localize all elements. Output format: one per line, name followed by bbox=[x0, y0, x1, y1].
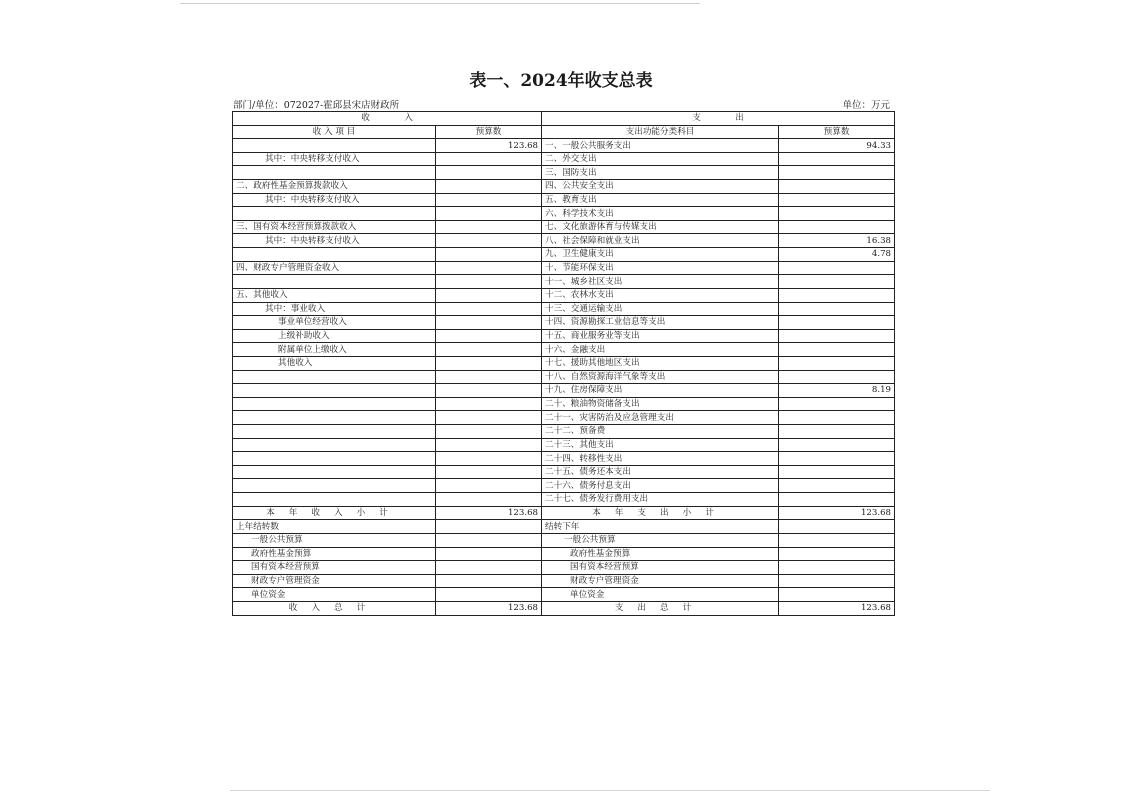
income-item: 附属单位上缴收入 bbox=[233, 343, 436, 357]
table-row bbox=[233, 452, 895, 466]
income-value bbox=[436, 275, 542, 289]
income-value bbox=[436, 397, 542, 411]
income-value bbox=[436, 152, 542, 166]
table-row bbox=[233, 438, 895, 452]
carry-row bbox=[233, 533, 895, 547]
expense-value: 16.38 bbox=[779, 234, 895, 248]
income-item bbox=[233, 411, 436, 425]
income-item: 二、政府性基金预算拨款收入 bbox=[233, 180, 436, 194]
expense-value: 4.78 bbox=[779, 248, 895, 262]
income-value bbox=[436, 316, 542, 330]
income-total-value: 123.68 bbox=[436, 601, 542, 615]
table-row bbox=[233, 193, 895, 207]
carry-out-item: 单位资金 bbox=[542, 588, 779, 602]
income-subtotal-value: 123.68 bbox=[436, 506, 542, 520]
income-value bbox=[436, 261, 542, 275]
expense-value bbox=[779, 261, 895, 275]
expense-total-label: 支出总计 bbox=[542, 601, 779, 615]
carry-in-item: 政府性基金预算 bbox=[233, 547, 436, 561]
income-item bbox=[233, 479, 436, 493]
expense-value bbox=[779, 288, 895, 302]
table-row bbox=[233, 411, 895, 425]
expense-subtotal-label: 本年支出小计 bbox=[542, 506, 779, 520]
income-item: 其中：中央转移支付收入 bbox=[233, 193, 436, 207]
expense-item: 七、文化旅游体育与传媒支出 bbox=[542, 220, 779, 234]
table-row bbox=[233, 397, 895, 411]
expense-item: 十四、资源勘探工业信息等支出 bbox=[542, 316, 779, 330]
income-item: 四、财政专户管理资金收入 bbox=[233, 261, 436, 275]
expense-subtotal-value: 123.68 bbox=[779, 506, 895, 520]
unit-label: 单位：万元 bbox=[842, 100, 890, 111]
expense-value bbox=[779, 411, 895, 425]
income-item: 上级补助收入 bbox=[233, 329, 436, 343]
income-value bbox=[436, 493, 542, 507]
income-item bbox=[233, 166, 436, 180]
department-label: 部门/单位：072027-霍邱县宋店财政所 bbox=[233, 100, 400, 111]
income-value bbox=[436, 384, 542, 398]
expense-section-header: 支 出 bbox=[542, 112, 895, 126]
table-row bbox=[233, 220, 895, 234]
income-value bbox=[436, 370, 542, 384]
expense-item: 十三、交通运输支出 bbox=[542, 302, 779, 316]
expense-value bbox=[779, 220, 895, 234]
subtotal-row bbox=[233, 506, 895, 520]
expense-value bbox=[779, 356, 895, 370]
table-row bbox=[233, 425, 895, 439]
income-value bbox=[436, 302, 542, 316]
income-value bbox=[436, 452, 542, 466]
expense-item: 十七、援助其他地区支出 bbox=[542, 356, 779, 370]
table-row bbox=[233, 166, 895, 180]
income-value bbox=[436, 288, 542, 302]
page-title: 表一、2024年收支总表 bbox=[469, 71, 653, 91]
expense-item: 三、国防支出 bbox=[542, 166, 779, 180]
carry-in-item: 财政专户管理资金 bbox=[233, 574, 436, 588]
income-item bbox=[233, 248, 436, 262]
expense-item: 十五、商业服务业等支出 bbox=[542, 329, 779, 343]
expense-item: 十一、城乡社区支出 bbox=[542, 275, 779, 289]
expense-item: 十、节能环保支出 bbox=[542, 261, 779, 275]
income-item bbox=[233, 370, 436, 384]
expense-value bbox=[779, 193, 895, 207]
expense-item: 十八、自然资源海洋气象等支出 bbox=[542, 370, 779, 384]
expense-item: 二十二、预备费 bbox=[542, 425, 779, 439]
expense-item: 一、一般公共服务支出 bbox=[542, 139, 779, 153]
income-budget-header: 预算数 bbox=[436, 125, 542, 139]
income-total-label: 收入总计 bbox=[233, 601, 436, 615]
carry-row bbox=[233, 561, 895, 575]
table-row bbox=[233, 343, 895, 357]
expense-budget-header: 预算数 bbox=[779, 125, 895, 139]
income-value bbox=[436, 479, 542, 493]
income-value bbox=[436, 356, 542, 370]
expense-item: 二十七、债务发行费用支出 bbox=[542, 493, 779, 507]
income-value bbox=[436, 343, 542, 357]
income-item bbox=[233, 384, 436, 398]
income-item bbox=[233, 438, 436, 452]
income-item bbox=[233, 139, 436, 153]
income-item: 五、其他收入 bbox=[233, 288, 436, 302]
expense-item: 二十五、债务还本支出 bbox=[542, 465, 779, 479]
income-item bbox=[233, 452, 436, 466]
income-value bbox=[436, 166, 542, 180]
table-row bbox=[233, 384, 895, 398]
expense-value bbox=[779, 452, 895, 466]
table-row bbox=[233, 248, 895, 262]
expense-item: 二十一、灾害防治及应急管理支出 bbox=[542, 411, 779, 425]
expense-value bbox=[779, 166, 895, 180]
expense-value: 94.33 bbox=[779, 139, 895, 153]
income-item bbox=[233, 207, 436, 221]
budget-summary-table bbox=[232, 111, 895, 616]
table-row bbox=[233, 356, 895, 370]
expense-item-header: 支出功能分类科目 bbox=[542, 125, 779, 139]
carry-row bbox=[233, 574, 895, 588]
carry-out-label: 结转下年 bbox=[542, 520, 779, 534]
income-item: 其中：事业收入 bbox=[233, 302, 436, 316]
income-item: 其中：中央转移支付收入 bbox=[233, 152, 436, 166]
carry-out-item: 财政专户管理资金 bbox=[542, 574, 779, 588]
expense-value bbox=[779, 302, 895, 316]
expense-item: 六、科学技术支出 bbox=[542, 207, 779, 221]
income-item bbox=[233, 465, 436, 479]
income-item: 其他收入 bbox=[233, 356, 436, 370]
carry-row bbox=[233, 547, 895, 561]
table-row bbox=[233, 207, 895, 221]
income-value bbox=[436, 248, 542, 262]
income-item: 事业单位经营收入 bbox=[233, 316, 436, 330]
expense-value bbox=[779, 316, 895, 330]
expense-value bbox=[779, 479, 895, 493]
expense-value bbox=[779, 438, 895, 452]
expense-value bbox=[779, 370, 895, 384]
expense-item: 二十三、其他支出 bbox=[542, 438, 779, 452]
expense-value bbox=[779, 343, 895, 357]
expense-value: 8.19 bbox=[779, 384, 895, 398]
income-value bbox=[436, 234, 542, 248]
income-value bbox=[436, 207, 542, 221]
income-value bbox=[436, 193, 542, 207]
carry-out-item: 一般公共预算 bbox=[542, 533, 779, 547]
income-value: 123.68 bbox=[436, 139, 542, 153]
expense-value bbox=[779, 425, 895, 439]
expense-item: 八、社会保障和就业支出 bbox=[542, 234, 779, 248]
total-row bbox=[233, 601, 895, 615]
expense-total-value: 123.68 bbox=[779, 601, 895, 615]
scan-edge-bottom bbox=[230, 790, 990, 791]
expense-item: 二十六、债务付息支出 bbox=[542, 479, 779, 493]
income-value bbox=[436, 220, 542, 234]
table-row bbox=[233, 152, 895, 166]
income-item bbox=[233, 425, 436, 439]
column-header-row bbox=[233, 125, 895, 139]
income-value bbox=[436, 465, 542, 479]
carry-out-item: 政府性基金预算 bbox=[542, 547, 779, 561]
table-row bbox=[233, 329, 895, 343]
table-row bbox=[233, 316, 895, 330]
income-value bbox=[436, 180, 542, 194]
expense-item: 四、公共安全支出 bbox=[542, 180, 779, 194]
expense-item: 五、教育支出 bbox=[542, 193, 779, 207]
section-header-row bbox=[233, 112, 895, 126]
table-row bbox=[233, 180, 895, 194]
table-row bbox=[233, 288, 895, 302]
expense-value bbox=[779, 207, 895, 221]
carry-in-item: 国有资本经营预算 bbox=[233, 561, 436, 575]
income-value bbox=[436, 438, 542, 452]
carry-header-row bbox=[233, 520, 895, 534]
expense-value bbox=[779, 152, 895, 166]
table-row bbox=[233, 370, 895, 384]
expense-value bbox=[779, 329, 895, 343]
income-item: 三、国有资本经营预算拨款收入 bbox=[233, 220, 436, 234]
table-row bbox=[233, 139, 895, 153]
income-value bbox=[436, 329, 542, 343]
income-section-header: 收 入 bbox=[233, 112, 542, 126]
expense-value bbox=[779, 493, 895, 507]
table-row bbox=[233, 493, 895, 507]
expense-item: 二十、粮油物资储备支出 bbox=[542, 397, 779, 411]
table-row bbox=[233, 465, 895, 479]
carry-out-item: 国有资本经营预算 bbox=[542, 561, 779, 575]
scan-edge-top bbox=[180, 3, 700, 4]
table-row bbox=[233, 261, 895, 275]
expense-item: 十六、金融支出 bbox=[542, 343, 779, 357]
expense-value bbox=[779, 465, 895, 479]
table-row bbox=[233, 479, 895, 493]
expense-item: 二、外交支出 bbox=[542, 152, 779, 166]
expense-item: 十二、农林水支出 bbox=[542, 288, 779, 302]
expense-item: 十九、住房保障支出 bbox=[542, 384, 779, 398]
income-subtotal-label: 本年收入小计 bbox=[233, 506, 436, 520]
income-item-header: 收 入 项 目 bbox=[233, 125, 436, 139]
income-item: 其中：中央转移支付收入 bbox=[233, 234, 436, 248]
table-row bbox=[233, 234, 895, 248]
income-item bbox=[233, 397, 436, 411]
table-row bbox=[233, 275, 895, 289]
income-value bbox=[436, 411, 542, 425]
expense-item: 九、卫生健康支出 bbox=[542, 248, 779, 262]
expense-value bbox=[779, 275, 895, 289]
carry-in-label: 上年结转数 bbox=[233, 520, 436, 534]
income-value bbox=[436, 425, 542, 439]
carry-row bbox=[233, 588, 895, 602]
expense-item: 二十四、转移性支出 bbox=[542, 452, 779, 466]
carry-in-item: 单位资金 bbox=[233, 588, 436, 602]
income-item bbox=[233, 493, 436, 507]
carry-in-item: 一般公共预算 bbox=[233, 533, 436, 547]
expense-value bbox=[779, 397, 895, 411]
table-row bbox=[233, 302, 895, 316]
expense-value bbox=[779, 180, 895, 194]
income-item bbox=[233, 275, 436, 289]
